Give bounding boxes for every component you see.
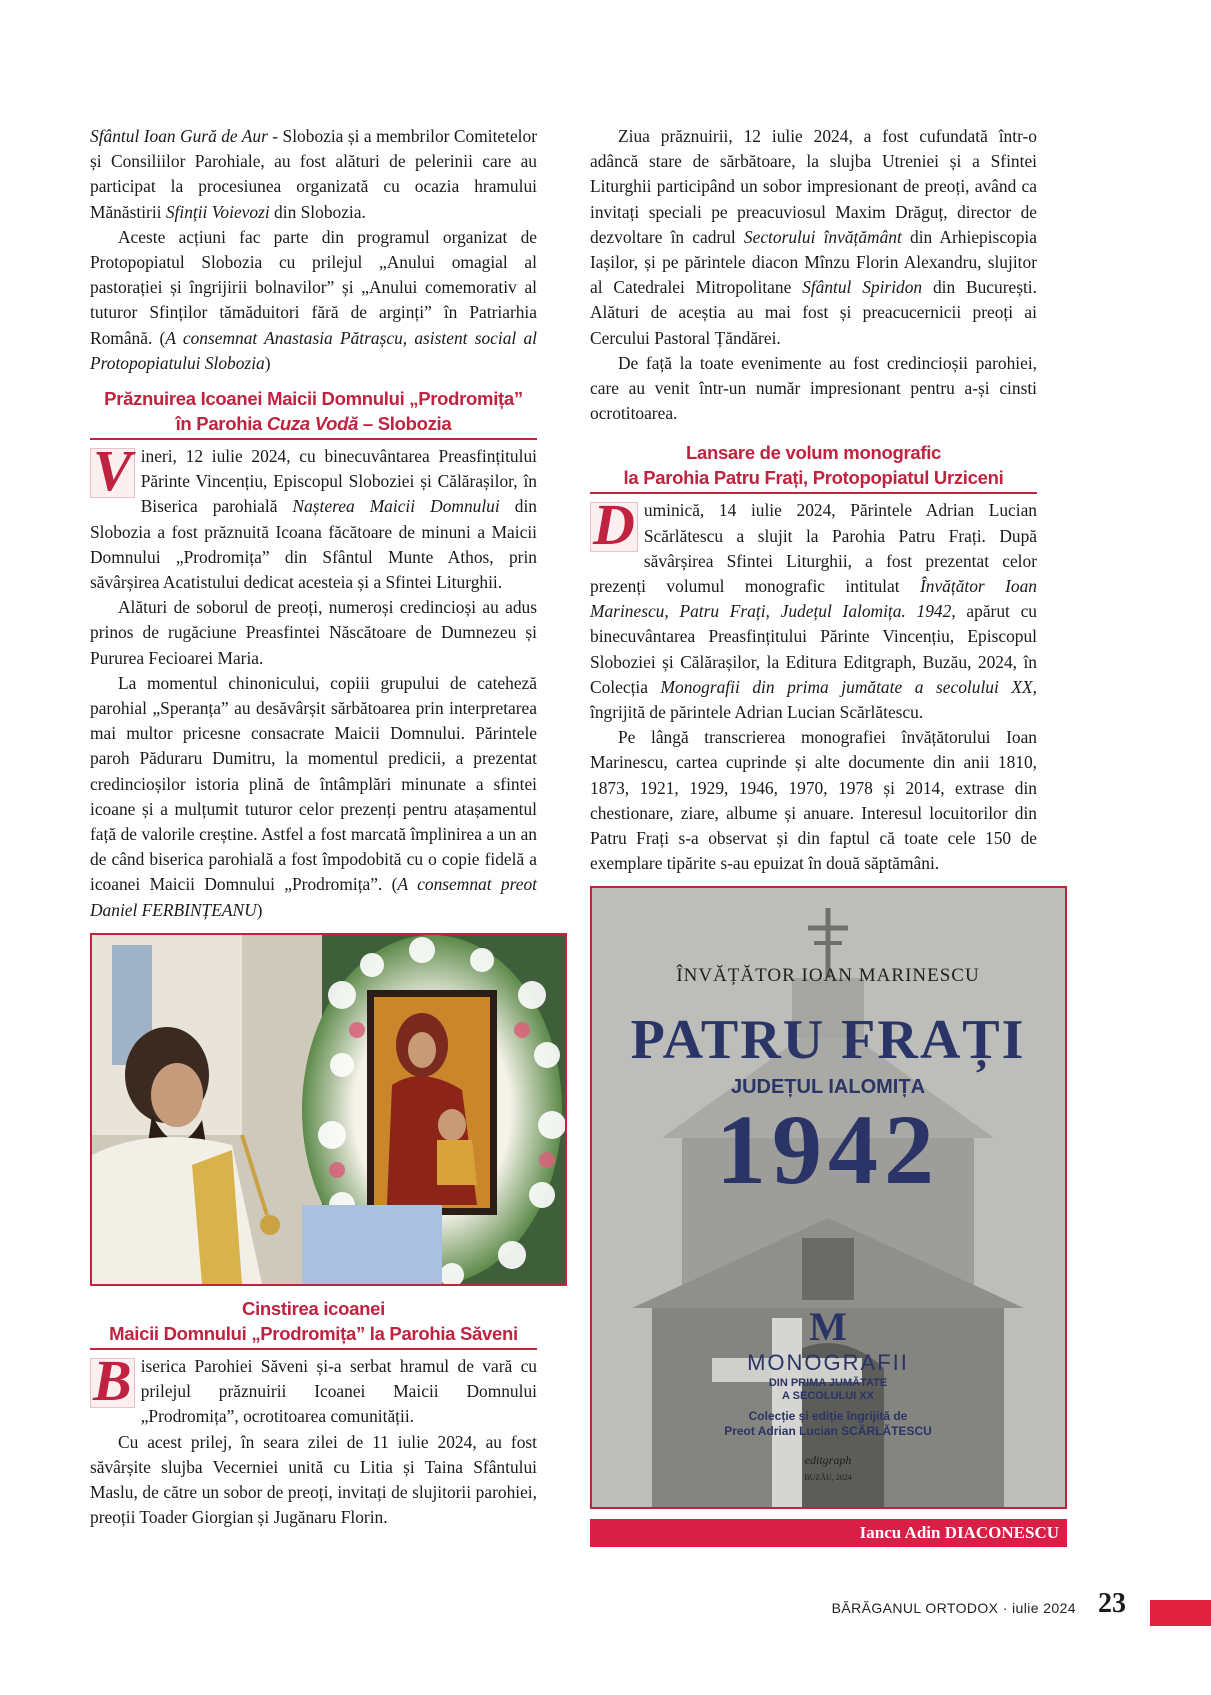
heading-line: în Parohia Cuza Vodă – Slobozia bbox=[175, 413, 452, 435]
section-heading bbox=[90, 1296, 537, 1350]
heading-line: Lansare de volum monografic bbox=[685, 442, 942, 464]
dropcap: D bbox=[590, 502, 638, 552]
heading-line: Maicii Domnului „Prodromița” la Parohia Săveni bbox=[109, 1322, 518, 1344]
cover-author: ÎNVĂȚĂTOR IOAN MARINESCU bbox=[676, 965, 980, 987]
cover-publisher: editgraph bbox=[804, 1453, 852, 1468]
paragraph: Pe lângă transcrierea monografiei învățătorului Ioan Marinescu, cartea cuprinde și alte documente din anii 1810, 1873, 1921, 1929, 1946, 1970, 1978 și 2014, extrase din chestionare, ziare, albume și anuare. Interesul locuitorilor din Patru Frați s-a observat și din faptul că toate cele 150 de exemplare tipărite s-au epuizat în două săptămâni. bbox=[590, 727, 1037, 874]
cover-place: BUZĂU, 2024 bbox=[804, 1473, 852, 1483]
icon-procession-photo bbox=[90, 933, 567, 1286]
page-footer bbox=[832, 1600, 1076, 1616]
cover-subtitle: JUDEȚUL IALOMIȚA bbox=[730, 1076, 926, 1099]
cover-series-sub: A SECOLULUI XX bbox=[782, 1390, 874, 1403]
italic-text: Sfinții Voievozi bbox=[165, 201, 270, 222]
paragraph: La momentul chinonicului, copiii grupului de cateheză parohial „Speranța” au desăvârșit sărbătoarea prin interpretarea mai multor pricesne consacrate Maicii Domnului. Părintele paroh Păduraru Dumitru, la momentul predicii, a prezentat credincioșilor istoria plină de întâmplări minunate a sfintei icoane și a mulțumit tuturor celor prezenți pentru atașamentul față de valorile creștine. Astfel a fost marcată împlinirea a un an de când biserica parohială a fost împodobită cu o copie fidelă a icoanei Maicii Domnului „Prodromița”. (A consemnat preot Daniel FERBINȚEANU) bbox=[90, 672, 537, 920]
paragraph: V ineri, 12 iulie 2024, cu binecuvântarea Preasfințitului Părinte Vincențiu, Episcopul Sloboziei și Călărașilor, în Biserica parohială Nașterea Maicii Domnului din Slobozia a fost prăznuită Icoana făcătoare de minuni a Maicii Domnului „Prodromița” din Sfântul Munte Athos, prin săvârșirea Acatistului dedicat acesteia și a Sfintei Liturghii. bbox=[90, 438, 537, 593]
text: - Slobozia și a membrilor Comitetelor și Consiliilor Parohiale, au fost alături de pelerinii care au participat la procesiunea organizată cu ocazia hramului Mănăstirii bbox=[90, 126, 537, 222]
text: ) bbox=[264, 352, 271, 373]
cover-editor: Colecție și ediție îngrijită de bbox=[748, 1409, 908, 1424]
paragraph: Cu acest prilej, în seara zilei de 11 iulie 2024, au fost săvârșite slujba Vecerniei unită cu Litia și Taina Sfântului Maslu, de către un sobor de preoți, invitați de slujitorii parohiei, preoții Toader Giorgian și Jugănaru Florin. bbox=[90, 1431, 537, 1528]
page-number: 23 bbox=[1098, 1588, 1126, 1619]
cover-editor: Preot Adrian Lucian SCĂRLĂTESCU bbox=[724, 1424, 932, 1439]
issue-date: · iulie 2024 bbox=[998, 1600, 1076, 1616]
magazine-name: BĂRĂGANUL ORTODOX bbox=[831, 1600, 999, 1616]
dropcap: B bbox=[90, 1358, 135, 1408]
paragraph bbox=[90, 225, 537, 376]
cover-series-sub: DIN PRIMA JUMĂTATE bbox=[768, 1377, 888, 1390]
photo-illustration bbox=[92, 935, 565, 1284]
paragraph: De față la toate evenimente au fost credincioșii parohiei, care au venit într-un număr impresionant pentru a-și cinsti ocrotitoarea. bbox=[590, 352, 1037, 424]
cover-series: MONOGRAFII bbox=[747, 1350, 909, 1376]
series-logo-icon: M bbox=[809, 1304, 847, 1350]
italic-text: A consemnat Anastasia Pătrașcu, asistent social al Protopopiatului Slobozia bbox=[90, 327, 537, 373]
cover-year: 1942 bbox=[716, 1094, 940, 1206]
book-cover bbox=[590, 886, 1067, 1509]
text: din Slobozia. bbox=[269, 201, 366, 222]
heading-line: la Parohia Patru Frați, Protopopiatul Urziceni bbox=[623, 467, 1004, 489]
cover-title: PATRU FRAȚI bbox=[630, 1009, 1026, 1072]
section-heading bbox=[90, 386, 537, 440]
left-column bbox=[90, 124, 537, 1530]
paragraph: D uminică, 14 iulie 2024, Părintele Adrian Lucian Scărlătescu a slujit la Parohia Patru Frați. După săvârșirea Sfintei Liturghii, a fost prezentat celor prezenți volumul monografic intitulat Învățător Ioan Marinescu, Patru Frați, Județul Ialomița. 1942, apărut cu binecuvântarea Preasfințitului Părinte Vincențiu, Episcopul Sloboziei și Călărașilor, la Editura Editgraph, Buzău, 2024, în Colecția Monografii din prima jumătate a secolului XX, îngrijită de părintele Adrian Lucian Scărlătescu. bbox=[590, 492, 1038, 723]
paragraph bbox=[90, 124, 537, 225]
book-cover-art bbox=[592, 888, 1065, 1507]
page-accent-bar bbox=[1150, 1600, 1211, 1626]
paragraph: B iserica Parohiei Săveni și-a serbat hramul de vară cu prilejul prăznuirii Icoanei Maicii Domnului „Prodromița”, ocrotitoarea comunității. bbox=[90, 1354, 537, 1430]
italic-text: Sfântul Ioan Gură de Aur bbox=[90, 126, 268, 146]
heading-line: Prăznuirea Icoanei Maicii Domnului „Prodromița” bbox=[104, 388, 523, 410]
text: Aceste acțiuni fac parte din programul organizat de Protopopiatul Slobozia cu prilejul „Anului omagial al pastorației și îngrijirii bolnavilor” și „Anului comemorativ al tuturor Sfinților tămăduitori fără de arginți” în Patriarhia Română. ( bbox=[90, 226, 537, 348]
dropcap: V bbox=[90, 448, 135, 498]
section-heading bbox=[590, 440, 1037, 494]
paragraph: Ziua prăznuirii, 12 iulie 2024, a fost cufundată într-o adâncă stare de sărbătoare, la slujba Utreniei și a Sfintei Liturghii participând un sobor impresionant de preoți, având ca invitați speciali pe preacuviosul Maxim Drăguț, director de dezvoltare în cadrul Sectorului învățământ din Arhiepiscopia Iașilor, și pe părintele diacon Mînzu Florin Alexandru, slujitor al Catedralei Mitropolitane Sfântul Spiridon din București. Alături de aceștia au mai fost și preacucernicii preoți ai Cercului Pastoral Țăndărei. bbox=[590, 126, 1037, 348]
right-column bbox=[590, 124, 1059, 1547]
heading-line: Cinstirea icoanei bbox=[242, 1297, 385, 1319]
author-byline: Iancu Adin DIACONESCU bbox=[590, 1519, 1067, 1547]
paragraph: Alături de soborul de preoți, numeroși credincioși au adus prinos de rugăciune Preasfintei Născătoare de Dumnezeu și Pururea Fecioarei Maria. bbox=[90, 597, 537, 668]
